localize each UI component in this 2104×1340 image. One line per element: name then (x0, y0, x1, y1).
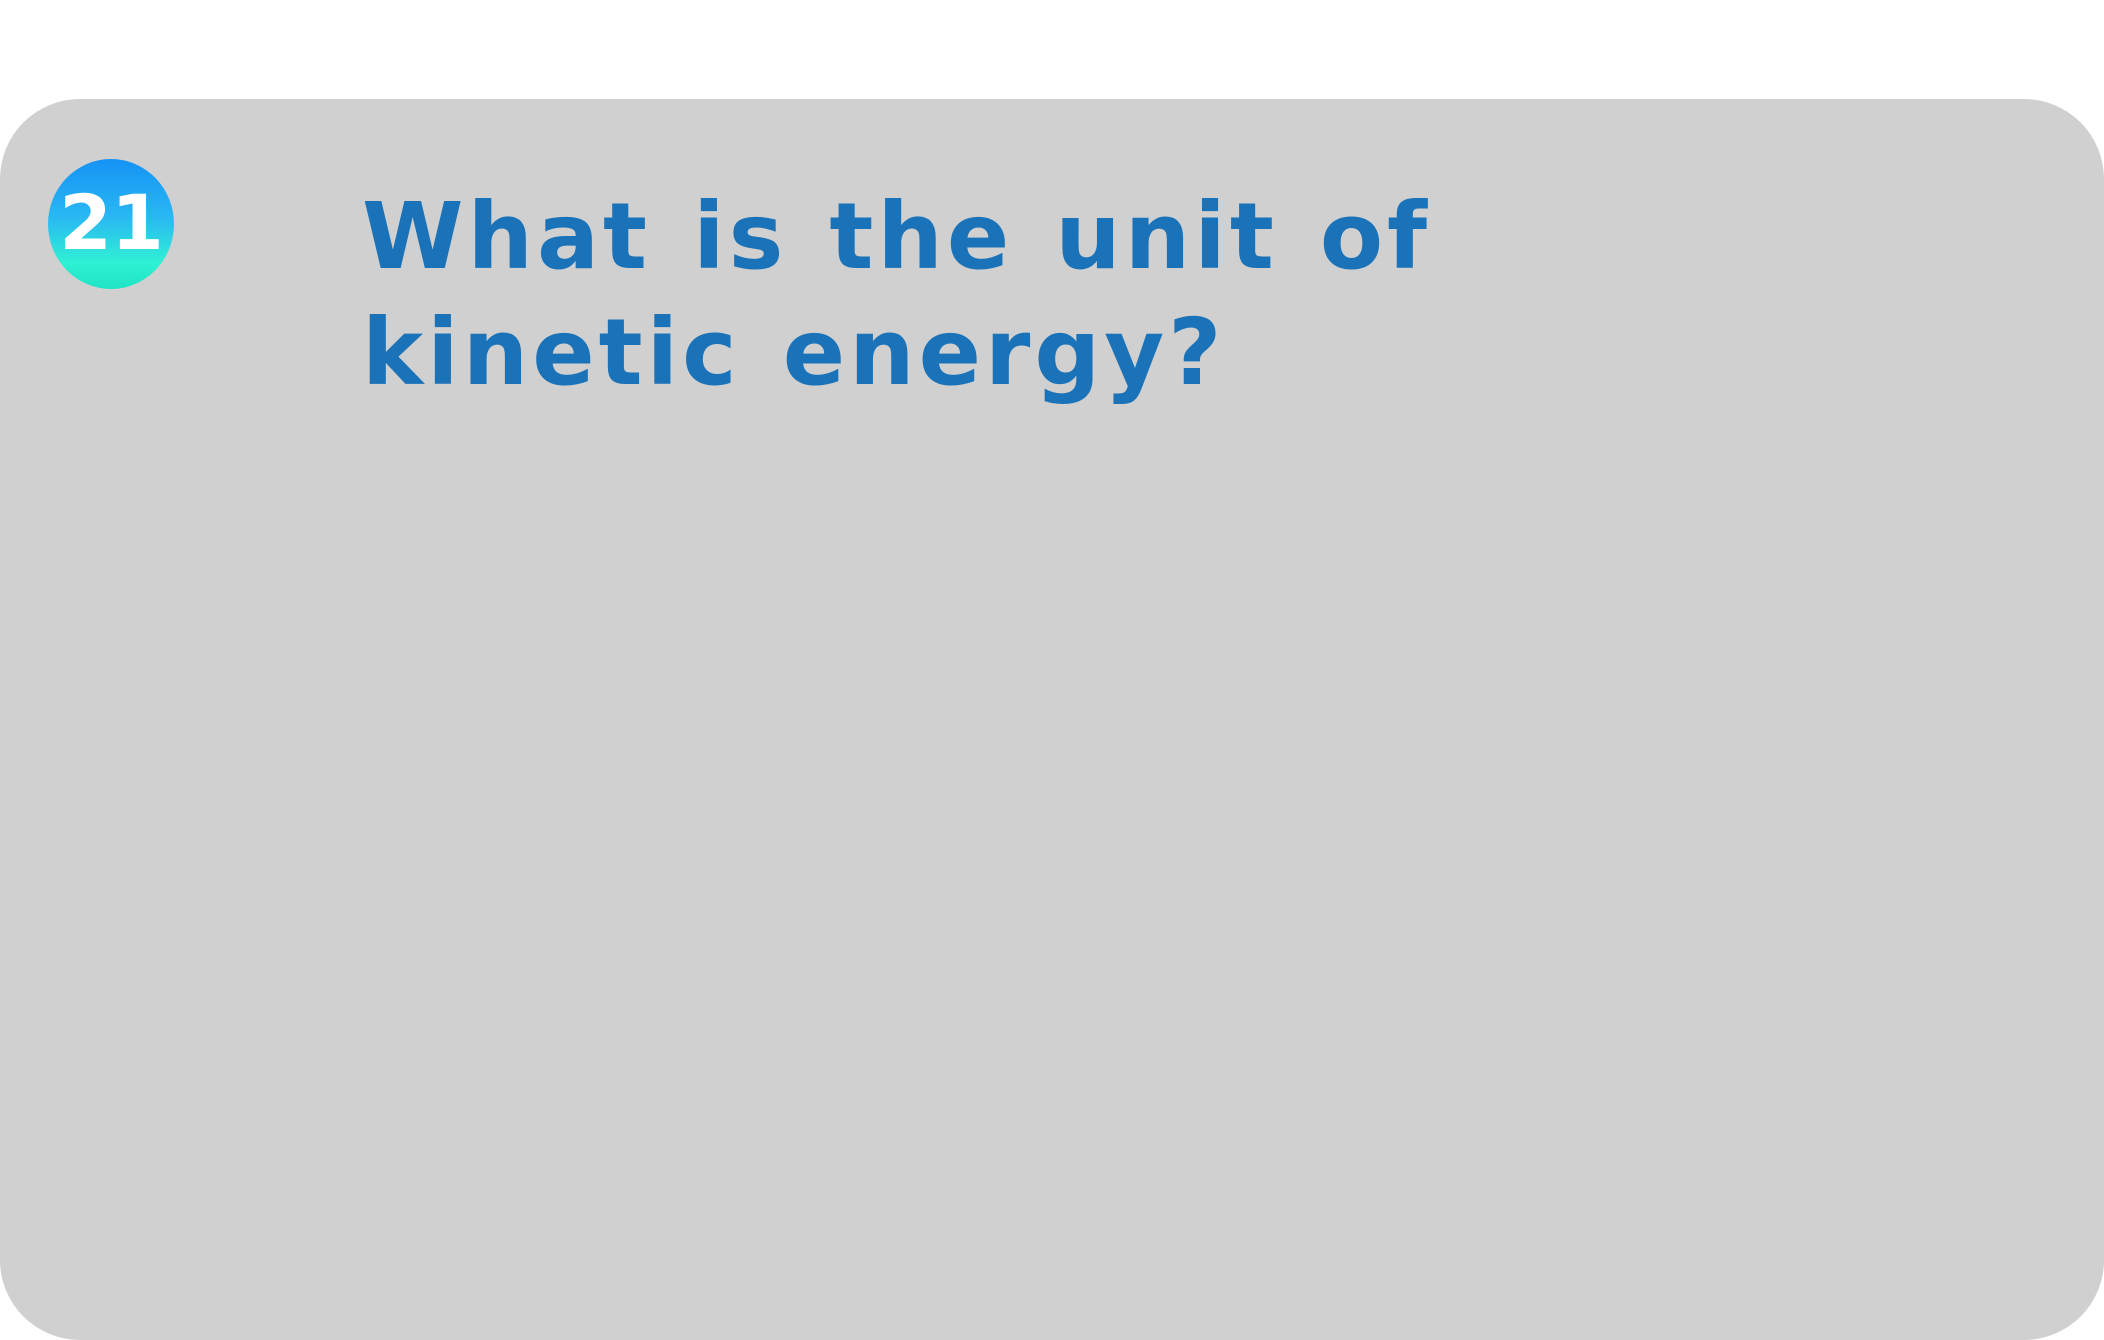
question-number-badge (48, 159, 174, 289)
question-text: What is the unit of kinetic energy? (362, 183, 1432, 406)
question-number: 21 (59, 178, 163, 267)
question-card (0, 99, 2104, 1340)
